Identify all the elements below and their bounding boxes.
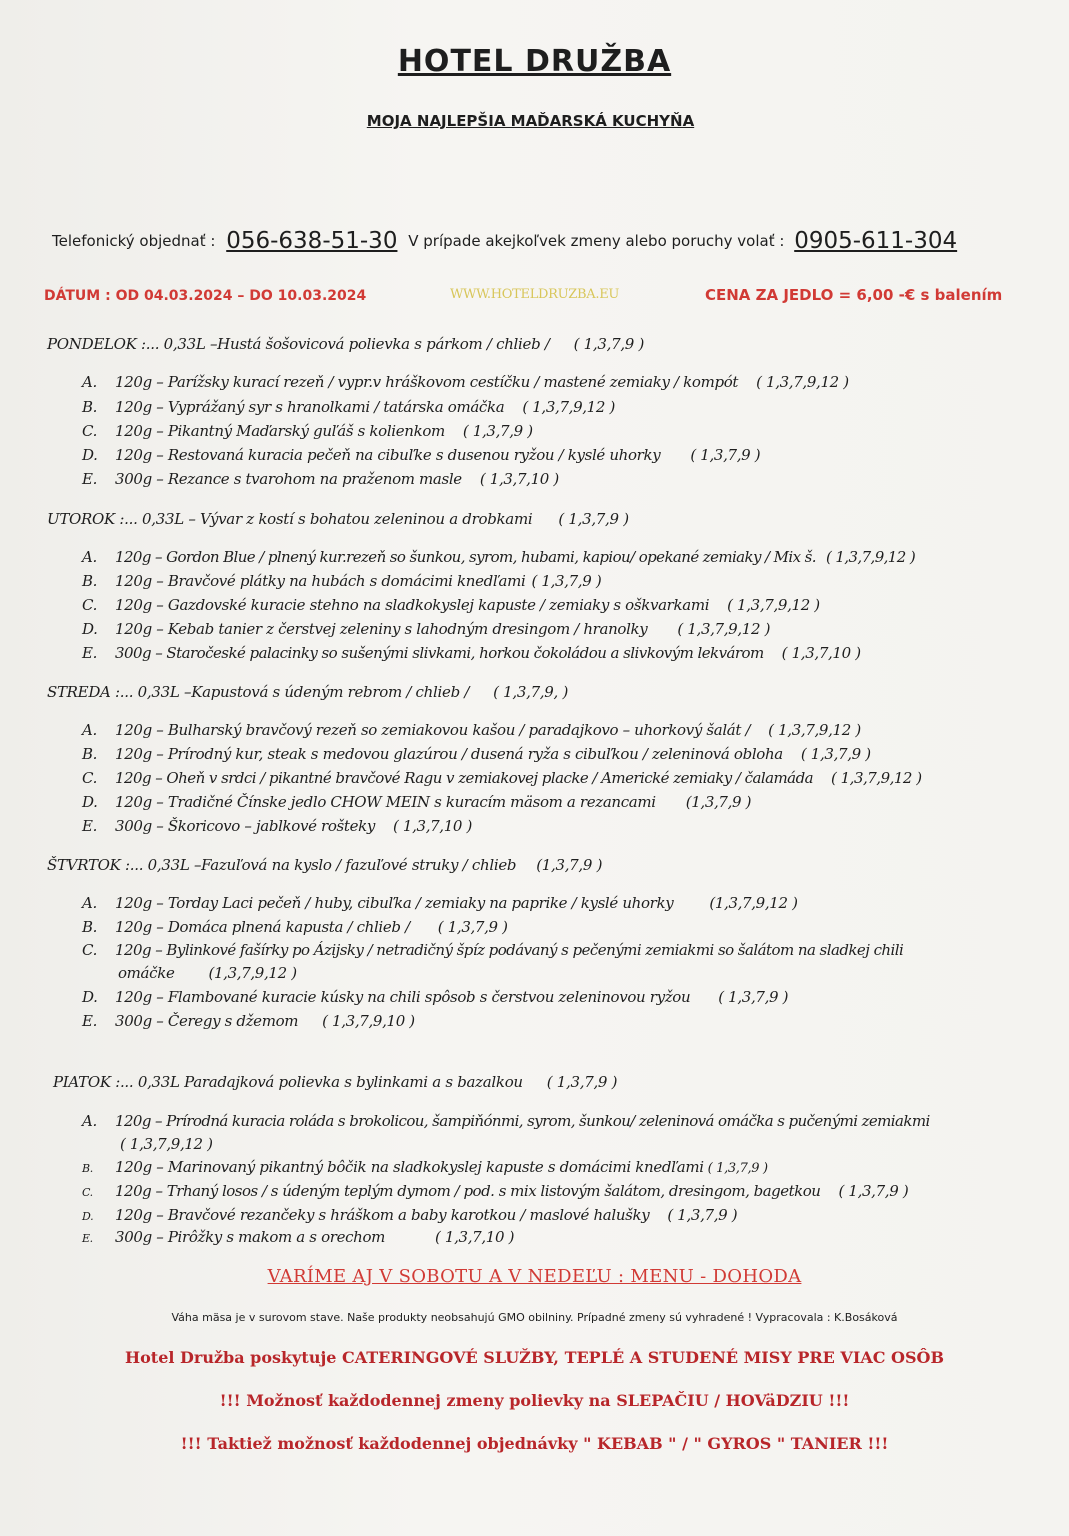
menu-item (82, 1158, 768, 1176)
item-letter: C. (82, 422, 98, 440)
item-allergens: ( 1,3,7,9,12 ) (677, 620, 771, 638)
menu-item-continuation (120, 1135, 213, 1153)
footer-note: Váha mäsa je v surovom stave. Naše produkty neobsahujú GMO obilniny. Prípadné zmeny sú vyhradené ! Vypracovala : K.Bosáková (171, 1311, 898, 1324)
menu-item (82, 1112, 930, 1130)
item-letter: C. (82, 1186, 93, 1199)
item-letter: E. (82, 470, 98, 488)
item-text: 120g – Gazdovské kuracie stehno na sladkokyslej kapuste / zemiaky s oškvarkami (115, 596, 710, 614)
day-allergens: ( 1,3,7,9 ) (546, 1073, 618, 1091)
order-phone: 056-638-51-30 (226, 228, 398, 254)
website-link: WWW.HOTELDRUZBA.EU (450, 287, 620, 302)
item-allergens: (1,3,7,9 ) (685, 793, 752, 811)
day-heading-text: STREDA :... 0,33L –Kapustová s údeným rebrom / chlieb / (47, 683, 470, 701)
day-heading-wednesday (47, 683, 568, 701)
menu-item (82, 644, 861, 662)
item-letter: C. (82, 769, 98, 787)
day-allergens: ( 1,3,7,9, ) (493, 683, 569, 701)
contact-row (52, 228, 1042, 254)
menu-item-continuation (118, 964, 297, 982)
item-allergens: ( 1,3,7,9 ) (437, 918, 508, 936)
item-text: 120g – Kebab tanier z čerstvej zeleniny s lahodným dresingom / hranolky (115, 620, 648, 638)
day-heading-text: UTOROK :... 0,33L – Vývar z kostí s bohatou zeleninou a drobkami (47, 510, 533, 528)
menu-item (82, 894, 798, 912)
menu-item (82, 793, 751, 811)
menu-item (82, 1206, 737, 1224)
menu-item (82, 817, 472, 835)
item-allergens: ( 1,3,7,9 ) (690, 446, 761, 464)
menu-item (82, 1182, 908, 1200)
item-allergens: ( 1,3,7,9,12 ) (522, 398, 615, 416)
item-allergens: ( 1,3,7,9,12 ) (825, 548, 916, 566)
menu-item (82, 1012, 415, 1030)
item-allergens: ( 1,3,7,10 ) (781, 644, 861, 662)
menu-item (82, 918, 508, 936)
day-heading-tuesday (47, 510, 629, 528)
menu-item (82, 769, 922, 787)
item-letter: E. (82, 1012, 98, 1030)
item-text: 300g – Rezance s tvarohom na praženom masle (115, 470, 462, 488)
item-letter: E. (82, 644, 98, 662)
menu-item (82, 548, 915, 566)
item-text: 120g – Gordon Blue / plnený kur.rezeň so šunkou, syrom, hubami, kapiou/ opekané zemiaky / Mix š. (115, 548, 816, 566)
change-phone: 0905-611-304 (794, 228, 958, 254)
item-text: 300g – Škoricovo – jablkové rošteky (115, 817, 375, 835)
day-heading-text: PONDELOK :... 0,33L –Hustá šošovicová polievka s párkom / chlieb / (47, 335, 550, 353)
item-allergens: ( 1,3,7,9,12 ) (727, 596, 820, 614)
soup-change-notice: !!! Možnosť každodennej zmeny polievky na SLEPAČIU / HOVäDZIU !!! (219, 1391, 850, 1410)
item-text: 120g – Prírodný kur, steak s medovou glazúrou / dusená ryža s cibuľkou / zeleninová obloha (115, 745, 783, 763)
item-text: 120g – Bulharský bravčový rezeň so zemiakovou kašou / paradajkovo – uhorkový šalát / (115, 721, 751, 739)
menu-item (82, 1228, 514, 1246)
weekend-notice: VARÍME AJ V SOBOTU A V NEDEĽU : MENU - DOHODA (267, 1266, 802, 1287)
item-letter: B. (82, 918, 98, 936)
item-text: 300g – Staročeské palacinky so sušenými slivkami, horkou čokoládou a slivkovým lekvárom (115, 644, 764, 662)
item-allergens: ( 1,3,7,9 ) (531, 572, 602, 590)
item-allergens: ( 1,3,7,10 ) (392, 817, 473, 835)
item-allergens: ( 1,3,7,9,12 ) (756, 373, 849, 391)
menu-item (82, 422, 533, 440)
date-range: DÁTUM : OD 04.03.2024 – DO 10.03.2024 (44, 288, 367, 304)
item-allergens: ( 1,3,7,9,12 ) (768, 721, 861, 739)
item-text: 120g – Tradičné Čínske jedlo CHOW MEIN s kuracím mäsom a rezancami (115, 793, 656, 811)
item-letter: E. (82, 1232, 93, 1245)
item-text: 120g – Marinovaný pikantný bôčik na sladkokyslej kapuste s domácimi knedľami (115, 1158, 704, 1176)
day-allergens: ( 1,3,7,9 ) (573, 335, 645, 353)
item-text: 120g – Prírodná kuracia roláda s brokolicou, šampiňónmi, syrom, šunkou/ zeleninová omáčka s pučenými zemiakmi (115, 1112, 930, 1130)
page-subtitle: MOJA NAJLEPŠIA MAĎARSKÁ KUCHYŇA (366, 112, 695, 130)
item-letter: B. (82, 572, 98, 590)
item-letter: D. (82, 793, 98, 811)
item-letter: A. (82, 894, 97, 912)
item-allergens: ( 1,3,7,10 ) (435, 1228, 515, 1246)
item-text: 120g – Bravčové rezančeky s hráškom a baby karotkou / maslové halušky (115, 1206, 650, 1224)
menu-item (82, 941, 903, 959)
item-allergens: ( 1,3,7,9,10 ) (322, 1012, 415, 1030)
item-allergens: (1,3,7,9,12 ) (208, 964, 297, 982)
item-text: 120g – Domáca plnená kapusta / chlieb / (115, 918, 410, 936)
menu-item (82, 572, 601, 590)
day-allergens: (1,3,7,9 ) (536, 856, 603, 874)
item-allergens: (1,3,7,9,12 ) (709, 894, 798, 912)
day-heading-thursday (47, 856, 602, 874)
item-text: 300g – Čeregy s džemom (115, 1012, 299, 1030)
item-text: 120g – Flambované kuracie kúsky na chili spôsob s čerstvou zeleninovou ryžou (115, 988, 691, 1006)
item-allergens: ( 1,3,7,9 ) (707, 1161, 768, 1176)
item-letter: A. (82, 373, 97, 391)
day-heading-monday (47, 335, 644, 353)
menu-item (82, 446, 760, 464)
kebab-gyros-notice: !!! Taktiež možnosť každodennej objednávky " KEBAB " / " GYROS " TANIER !!! (180, 1434, 889, 1453)
item-text: 120g – Bravčové plátky na hubách s domácimi knedľami (115, 572, 526, 590)
item-letter: D. (82, 620, 98, 638)
menu-item (82, 721, 861, 739)
menu-item (82, 596, 820, 614)
item-letter: B. (82, 745, 98, 763)
item-text: 300g – Pirôžky s makom a s orechom (115, 1228, 386, 1246)
menu-item (82, 988, 788, 1006)
item-text: 120g – Pikantný Maďarský guľáš s kolienkom (115, 422, 445, 440)
page-title: HOTEL DRUŽBA (397, 44, 672, 79)
day-heading-text: ŠTVRTOK :... 0,33L –Fazuľová na kyslo / fazuľové struky / chlieb (47, 856, 517, 874)
item-letter: A. (82, 721, 97, 739)
menu-item (82, 398, 615, 416)
item-letter: A. (82, 1112, 97, 1130)
day-heading-text: PIATOK :... 0,33L Paradajková polievka s bylinkami a s bazalkou (53, 1073, 523, 1091)
item-letter: E. (82, 817, 98, 835)
item-text-cont: omáčke (118, 964, 175, 982)
item-allergens: ( 1,3,7,9 ) (838, 1182, 909, 1200)
price-label: CENA ZA JEDLO = 6,00 -€ s balením (705, 286, 1003, 304)
item-letter: A. (82, 548, 97, 566)
item-text: 120g – Restovaná kuracia pečeň na cibuľke s dusenou ryžou / kyslé uhorky (115, 446, 661, 464)
item-text: 120g – Parížsky kurací rezeň / vypr.v hráškovom cestíčku / mastené zemiaky / kompót (115, 373, 739, 391)
item-letter: B. (82, 1162, 93, 1175)
item-allergens: ( 1,3,7,10 ) (479, 470, 559, 488)
item-allergens: ( 1,3,7,9 ) (667, 1206, 738, 1224)
day-heading-friday (53, 1073, 617, 1091)
menu-item (82, 620, 770, 638)
info-row (44, 284, 1034, 308)
item-text: 120g – Bylinkové fašírky po Ázijsky / netradičný špíz podávaný s pečenými zemiakmi so šalátom na sladkej chili (115, 941, 904, 959)
item-letter: C. (82, 941, 98, 959)
catering-notice: Hotel Družba poskytuje CATERINGOVÉ SLUŽBY, TEPLÉ A STUDENÉ MISY PRE VIAC OSÔB (125, 1348, 944, 1367)
item-letter: B. (82, 398, 98, 416)
menu-item (82, 470, 559, 488)
item-allergens: ( 1,3,7,9 ) (462, 422, 533, 440)
item-text: 120g – Oheň v srdci / pikantné bravčové Ragu v zemiakovej placke / Americké zemiaky / čalamáda (115, 769, 814, 787)
item-allergens: ( 1,3,7,9 ) (800, 745, 871, 763)
item-text: 120g – Torday Laci pečeň / huby, cibuľka / zemiaky na paprike / kyslé uhorky (115, 894, 674, 912)
item-letter: D. (82, 1210, 94, 1223)
item-allergens: ( 1,3,7,9 ) (718, 988, 789, 1006)
menu-item (82, 745, 871, 763)
item-allergens: ( 1,3,7,9,12 ) (831, 769, 922, 787)
item-letter: C. (82, 596, 98, 614)
item-allergens: ( 1,3,7,9,12 ) (120, 1135, 213, 1153)
item-letter: D. (82, 988, 98, 1006)
order-label: Telefonický objednať : (52, 232, 216, 250)
item-text: 120g – Vyprážaný syr s hranolkami / tatárska omáčka (115, 398, 505, 416)
day-allergens: ( 1,3,7,9 ) (558, 510, 629, 528)
item-text: 120g – Trhaný losos / s údeným teplým dymom / pod. s mix listovým šalátom, dresingom, bagetkou (115, 1182, 821, 1200)
change-label: V prípade akejkoľvek zmeny alebo poruchy volať : (408, 232, 785, 250)
item-letter: D. (82, 446, 98, 464)
menu-item (82, 373, 849, 391)
